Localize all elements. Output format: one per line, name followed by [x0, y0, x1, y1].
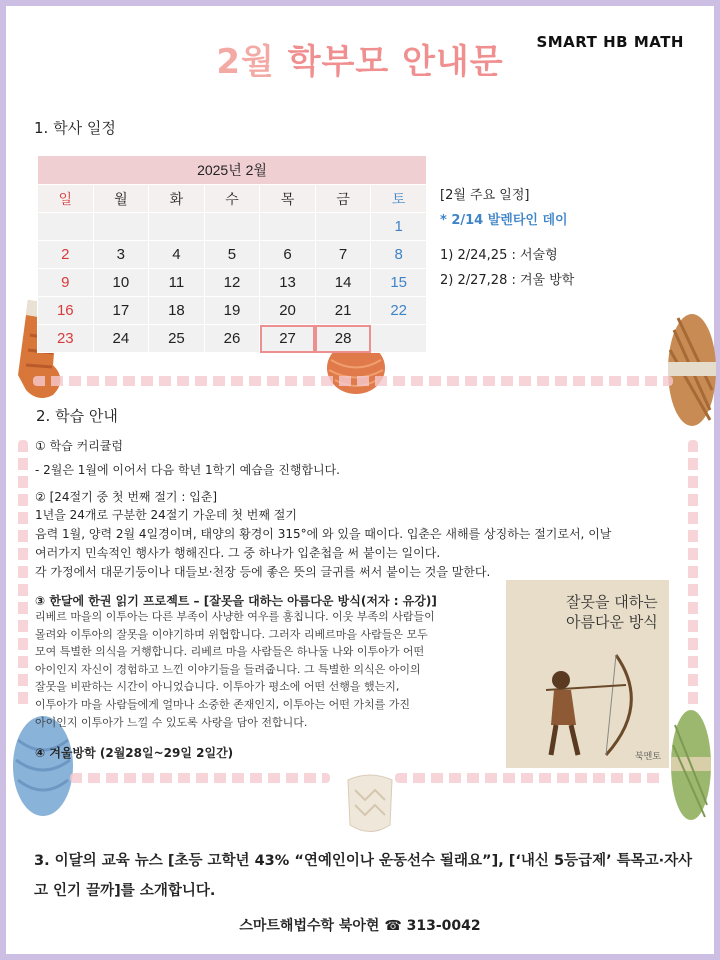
book-title: 아름다운 방식	[566, 613, 658, 631]
book-cover	[506, 580, 669, 768]
curriculum-title: ① 학습 커리큘럼	[35, 439, 123, 453]
calendar-day: 26	[204, 325, 260, 353]
calendar-day	[371, 325, 427, 353]
calendar-week	[38, 269, 427, 297]
calendar-day: 12	[204, 269, 260, 297]
calendar-day: 14	[315, 269, 371, 297]
schedule-item: 1) 2/24,25 : 서술형	[440, 248, 558, 263]
calendar-week	[38, 241, 427, 269]
yarn-skein-illustration	[660, 310, 718, 430]
calendar-day	[149, 213, 205, 241]
calendar-day: 23	[38, 325, 94, 353]
season-line: 1년을 24개로 구분한 24절기 가운데 첫 번째 절기	[35, 508, 297, 522]
calendar-week	[38, 213, 427, 241]
calendar-day: 17	[93, 297, 149, 325]
mitten-illustration	[340, 770, 400, 840]
calendar	[37, 155, 427, 353]
weekday-header: 화	[149, 185, 205, 213]
curriculum-text: - 2월은 1월에 이어서 다음 학년 1학기 예습을 진행합니다.	[35, 463, 340, 477]
calendar-day: 24	[93, 325, 149, 353]
calendar-day: 4	[149, 241, 205, 269]
knit-border-right	[688, 440, 698, 710]
season-title: ② [24절기 중 첫 번째 절기 : 입춘]	[35, 490, 218, 504]
calendar-day: 11	[149, 269, 205, 297]
book-title: 잘못을 대하는	[566, 593, 658, 611]
calendar-day: 1	[371, 213, 427, 241]
calendar-day: 10	[93, 269, 149, 297]
season-line: 여러가지 민속적인 행사가 행해진다. 그 중 하나가 입춘첩을 써 붙이는 일이다.	[35, 546, 441, 560]
story-line: 아이인지 자신이 경험하고 느낀 이야기들을 들려줍니다. 그 특별한 의식은 아이의	[35, 662, 421, 676]
calendar-day: 21	[315, 297, 371, 325]
reading-story	[35, 608, 495, 731]
schedule-item: 2) 2/27,28 : 겨울 방학	[440, 273, 575, 288]
calendar-day: 16	[38, 297, 94, 325]
calendar-day: 9	[38, 269, 94, 297]
knit-border-top	[33, 376, 673, 386]
calendar-day: 18	[149, 297, 205, 325]
season-line: 각 가정에서 대문기둥이나 대들보·천장 등에 좋은 뜻의 글귀를 써서 붙이는 것을 말한다.	[35, 565, 491, 579]
calendar-day: 28	[315, 325, 371, 353]
season-line: 음력 1월, 양력 2월 4일경이며, 태양의 황경이 315°에 와 있을 때이다. 입춘은 새해를 상징하는 절기로서, 이날	[35, 527, 612, 541]
calendar-day: 19	[204, 297, 260, 325]
story-line: 아이인지 이투아가 느낄 수 있도록 사랑을 담아 전합니다.	[35, 715, 308, 729]
title-text: 학부모 안내문	[274, 42, 504, 82]
weekday-header: 금	[315, 185, 371, 213]
calendar-day: 15	[371, 269, 427, 297]
education-news: 3. 이달의 교육 뉴스 [초등 고학년 43% “연예인이나 운동선수 될래요”], [‘내신 5등급제’ 특목고·자사고 인기 끌까]를 소개합니다.	[34, 853, 693, 899]
calendar-day: 20	[260, 297, 316, 325]
archer-illustration	[516, 650, 646, 760]
calendar-day: 8	[371, 241, 427, 269]
story-line: 리베르 마을의 이투아는 다른 부족이 사냥한 여우를 훔칩니다. 이웃 부족의 사람들이	[35, 610, 435, 623]
calendar-day: 2	[38, 241, 94, 269]
title-month: 2월	[216, 42, 275, 82]
calendar-week	[38, 325, 427, 353]
calendar-day: 7	[315, 241, 371, 269]
schedule-special: * 2/14 발렌타인 데이	[440, 213, 568, 228]
section1-heading: 1. 학사 일정	[34, 119, 116, 137]
calendar-day	[315, 213, 371, 241]
knit-border-bottom-left	[70, 773, 330, 783]
calendar-week	[38, 297, 427, 325]
calendar-day: 25	[149, 325, 205, 353]
calendar-day: 5	[204, 241, 260, 269]
calendar-day: 6	[260, 241, 316, 269]
calendar-day: 22	[371, 297, 427, 325]
green-yarn-illustration	[665, 705, 715, 825]
reading-title: ③ 한달에 한권 읽기 프로젝트 – [잘못을 대하는 아름다운 방식(저자 : 유강)]	[35, 594, 437, 608]
story-line: 잘못을 비판하는 시간이 아니었습니다. 이투아가 평소에 어떤 선행을 했는지,	[35, 680, 400, 694]
brand-logo: SMART HB MATH	[536, 33, 684, 51]
weekday-header: 목	[260, 185, 316, 213]
calendar-day	[93, 213, 149, 241]
schedule-heading: [2월 주요 일정]	[440, 188, 530, 203]
calendar-day	[260, 213, 316, 241]
winter-break-notice: ④ 겨울방학 (2월28일~29일 2일간)	[35, 746, 234, 760]
calendar-day: 3	[93, 241, 149, 269]
knit-border-left	[18, 440, 28, 710]
footer-contact: 스마트해법수학 북아현 ☎ 313-0042	[239, 918, 481, 934]
weekday-header: 토	[371, 185, 427, 213]
weekday-header: 월	[93, 185, 149, 213]
calendar-day	[38, 213, 94, 241]
section2-heading: 2. 학습 안내	[36, 407, 118, 425]
story-line: 이투아가 마을 사람들에게 얼마나 소중한 존재인지, 이투아는 어떤 가치를 가진	[35, 697, 410, 711]
calendar-day: 13	[260, 269, 316, 297]
weekday-header: 수	[204, 185, 260, 213]
story-line: 모여 특별한 의식을 거행합니다. 리베르 마을 사람들은 하나둘 나와 이투아가 어떤	[35, 645, 425, 659]
book-publisher: 북멘토	[634, 752, 661, 762]
weekday-header: 일	[38, 185, 94, 213]
story-line: 몰려와 이투아의 잘못을 이야기하며 위협합니다. 그러자 리베르마을 사람들은 모두	[35, 627, 428, 641]
calendar-day: 27	[260, 325, 316, 353]
calendar-title: 2025년 2월	[38, 156, 427, 185]
knit-border-bottom	[395, 773, 665, 783]
calendar-day	[204, 213, 260, 241]
